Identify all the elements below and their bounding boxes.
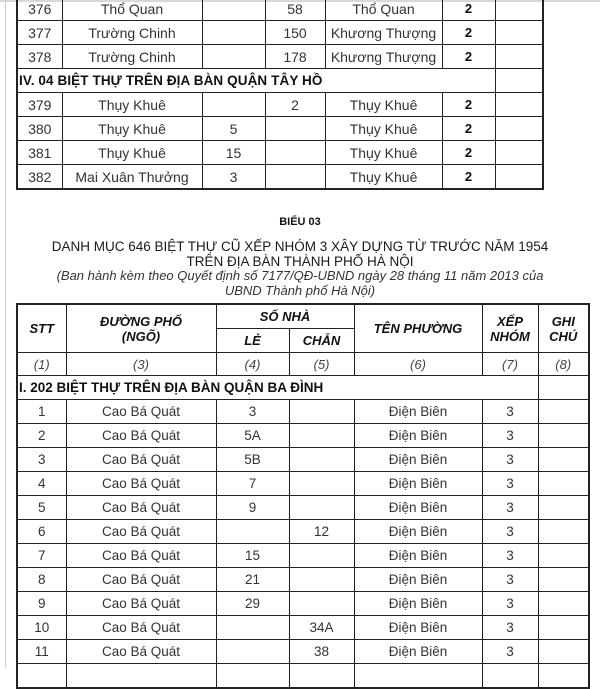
cell-duong-pho: Cao Bá Quát: [66, 616, 216, 640]
table-row: [17, 448, 589, 472]
cell-xep-nhom: 3: [482, 424, 538, 448]
cell-xep-nhom: 3: [482, 448, 538, 472]
header-le: LẺ: [216, 329, 289, 353]
form-number: BIỂU 03: [279, 216, 321, 228]
cell-chan: 38: [289, 640, 354, 664]
cell-stt: 382: [17, 165, 62, 190]
cell-ten-phuong: Thụy Khuê: [325, 117, 442, 141]
cell-xep-nhom: 2: [442, 21, 495, 45]
document-subtitle-line2: UBND Thành phố Hà Nội): [224, 283, 376, 298]
cell-duong-pho: Cao Bá Quát: [66, 544, 216, 568]
cell-le: [216, 520, 289, 544]
cell-ghi-chu: [538, 472, 589, 496]
cell-ten-phuong: Thụy Khuê: [325, 165, 442, 190]
cell-duong-pho: Mai Xuân Thưởng: [62, 165, 202, 190]
header-ten-phuong: TÊN PHƯỜNG: [354, 304, 482, 353]
header-duong-pho: [66, 304, 216, 353]
cell-ghi-chu: [495, 0, 543, 21]
cell-duong-pho: Cao Bá Quát: [66, 400, 216, 424]
table-row: [17, 472, 589, 496]
cell-stt: 380: [17, 117, 62, 141]
cell-xep-nhom: 2: [442, 0, 495, 21]
cell-duong-pho: Thụy Khuê: [62, 117, 202, 141]
header-ghi-chu-line1: GHI: [551, 313, 575, 329]
cell-le: 29: [216, 592, 289, 616]
cell-le: 5: [202, 117, 265, 141]
cell-duong-pho: Trường Chinh: [62, 21, 202, 45]
cell-chan: 150: [265, 21, 325, 45]
cell-chan: [289, 664, 354, 689]
section-row: [17, 376, 589, 400]
cell-ten-phuong: Điện Biên: [354, 448, 482, 472]
cell-xep-nhom: 3: [482, 496, 538, 520]
table-row: [17, 93, 543, 117]
cell-ten-phuong: Điện Biên: [354, 496, 482, 520]
cell-ten-phuong: [354, 664, 482, 689]
cell-le: 5A: [216, 424, 289, 448]
cell-duong-pho: Cao Bá Quát: [66, 472, 216, 496]
cell-chan: 2: [265, 93, 325, 117]
cell-chan: [265, 117, 325, 141]
cell-ghi-chu: [495, 165, 543, 190]
column-number: (6): [354, 353, 482, 376]
section-title: IV. 04 BIỆT THỰ TRÊN ĐỊA BÀN QUẬN TÂY HỒ: [17, 69, 442, 93]
header-xep-nhom: [482, 304, 538, 353]
cell-le: 15: [216, 544, 289, 568]
cell-ten-phuong: Thổ Quan: [325, 0, 442, 21]
cell-duong-pho: Cao Bá Quát: [66, 592, 216, 616]
cell-ten-phuong: Điện Biên: [354, 400, 482, 424]
table-row: [17, 21, 543, 45]
cell-ghi-chu: [538, 544, 589, 568]
cell-stt: 11: [17, 640, 66, 664]
empty-cell: [442, 69, 495, 93]
table-row: [17, 520, 589, 544]
empty-cell: [495, 69, 543, 93]
cell-duong-pho: Thụy Khuê: [62, 141, 202, 165]
cell-ghi-chu: [495, 117, 543, 141]
section-row: [17, 69, 543, 93]
cell-le: 7: [216, 472, 289, 496]
header-stt: STT: [17, 304, 66, 353]
cell-ten-phuong: Điện Biên: [354, 640, 482, 664]
villa-list-table: [16, 303, 590, 689]
table-row: [17, 0, 543, 21]
cell-stt: 2: [17, 424, 66, 448]
cell-duong-pho: Cao Bá Quát: [66, 568, 216, 592]
cell-chan: 34A: [289, 616, 354, 640]
cell-chan: [289, 592, 354, 616]
cell-le: 3: [216, 400, 289, 424]
cell-chan: [289, 424, 354, 448]
cell-ghi-chu: [495, 141, 543, 165]
cell-ghi-chu: [495, 93, 543, 117]
cell-stt: 377: [17, 21, 62, 45]
table-row: [17, 568, 589, 592]
cell-le: 5B: [216, 448, 289, 472]
cell-ghi-chu: [538, 520, 589, 544]
cell-ten-phuong: Điện Biên: [354, 592, 482, 616]
document-subtitle-line1: (Ban hành kèm theo Quyết định số 7177/QĐ-UBND ngày 28 tháng 11 năm 2013 của: [56, 268, 544, 283]
column-number: (4): [216, 353, 289, 376]
cell-le: [202, 0, 265, 21]
cell-le: [202, 93, 265, 117]
cell-chan: [265, 141, 325, 165]
table-row: [17, 165, 543, 190]
cell-ghi-chu: [538, 616, 589, 640]
cell-stt: 4: [17, 472, 66, 496]
cell-duong-pho: Thụy Khuê: [62, 93, 202, 117]
cell-le: [202, 21, 265, 45]
cell-le: [216, 640, 289, 664]
cell-le: 9: [216, 496, 289, 520]
header-ghi-chu-line2: CHÚ: [549, 328, 578, 344]
cell-xep-nhom: 3: [482, 520, 538, 544]
column-number: (1): [17, 353, 66, 376]
cell-chan: [289, 496, 354, 520]
cell-xep-nhom: 3: [482, 640, 538, 664]
column-number: (8): [538, 353, 589, 376]
cell-chan: 12: [289, 520, 354, 544]
header-duong-pho-line2: (NGÕ): [121, 328, 161, 344]
table-row: [17, 45, 543, 69]
cell-chan: [289, 400, 354, 424]
cell-duong-pho: [66, 664, 216, 689]
page-left-edge: [5, 0, 6, 668]
cell-duong-pho: Cao Bá Quát: [66, 520, 216, 544]
cell-chan: [289, 544, 354, 568]
cell-ghi-chu: [495, 45, 543, 69]
cell-stt: 6: [17, 520, 66, 544]
table-row: [17, 400, 589, 424]
cell-chan: 178: [265, 45, 325, 69]
cell-duong-pho: Cao Bá Quát: [66, 424, 216, 448]
cell-le: [216, 664, 289, 689]
header-xep-nhom-line1: XẾP: [496, 313, 523, 329]
column-number-row: [17, 353, 589, 376]
previous-section-table: [16, 0, 544, 190]
cell-xep-nhom: 3: [482, 472, 538, 496]
cell-ten-phuong: Khương Thượng: [325, 21, 442, 45]
cell-stt: 1: [17, 400, 66, 424]
header-xep-nhom-line2: NHÓM: [490, 328, 530, 344]
cell-ghi-chu: [538, 448, 589, 472]
cell-duong-pho: Cao Bá Quát: [66, 496, 216, 520]
cell-le: [202, 45, 265, 69]
cell-duong-pho: Trường Chinh: [62, 45, 202, 69]
cell-xep-nhom: 3: [482, 400, 538, 424]
cell-stt: 376: [17, 0, 62, 21]
cell-ten-phuong: Điện Biên: [354, 616, 482, 640]
table-row: [17, 141, 543, 165]
cell-xep-nhom: 2: [442, 165, 495, 190]
cell-ten-phuong: Thụy Khuê: [325, 93, 442, 117]
cell-stt: 379: [17, 93, 62, 117]
cell-xep-nhom: 2: [442, 93, 495, 117]
table-row: [17, 496, 589, 520]
section-title: I. 202 BIỆT THỰ TRÊN ĐỊA BÀN QUẬN BA ĐÌNH: [17, 376, 482, 400]
cell-ten-phuong: Khương Thượng: [325, 45, 442, 69]
cell-stt: 10: [17, 616, 66, 640]
cell-ghi-chu: [538, 400, 589, 424]
cell-chan: 58: [265, 0, 325, 21]
table-row: [17, 424, 589, 448]
table-row: [17, 592, 589, 616]
cell-le: 15: [202, 141, 265, 165]
cell-xep-nhom: 2: [442, 141, 495, 165]
header-ghi-chu: [538, 304, 589, 353]
cell-xep-nhom: [482, 664, 538, 689]
cell-duong-pho: Cao Bá Quát: [66, 640, 216, 664]
cell-duong-pho: Thổ Quan: [62, 0, 202, 21]
cell-ten-phuong: Điện Biên: [354, 472, 482, 496]
document-title-line1: DANH MỤC 646 BIỆT THỰ CŨ XẾP NHÓM 3 XÂY DỰNG TỪ TRƯỚC NĂM 1954: [51, 239, 549, 254]
cell-xep-nhom: 3: [482, 592, 538, 616]
cell-ghi-chu: [495, 21, 543, 45]
column-number: (5): [289, 353, 354, 376]
cell-xep-nhom: 3: [482, 568, 538, 592]
cell-xep-nhom: 3: [482, 544, 538, 568]
cell-stt: 5: [17, 496, 66, 520]
table-row: [17, 640, 589, 664]
cell-stt: 7: [17, 544, 66, 568]
header-row: [17, 304, 589, 329]
cell-xep-nhom: 2: [442, 117, 495, 141]
cell-ghi-chu: [538, 568, 589, 592]
cell-ten-phuong: Điện Biên: [354, 520, 482, 544]
cell-ghi-chu: [538, 664, 589, 689]
cell-ten-phuong: Điện Biên: [354, 568, 482, 592]
cell-le: 21: [216, 568, 289, 592]
cell-chan: [289, 472, 354, 496]
cell-stt: [17, 664, 66, 689]
cell-stt: 8: [17, 568, 66, 592]
cell-duong-pho: Cao Bá Quát: [66, 448, 216, 472]
table-row: [17, 117, 543, 141]
cell-chan: [289, 568, 354, 592]
cell-ten-phuong: Thụy Khuê: [325, 141, 442, 165]
cell-xep-nhom: 3: [482, 616, 538, 640]
cell-chan: [289, 448, 354, 472]
cell-chan: [265, 165, 325, 190]
header-chan: CHẴN: [289, 329, 354, 353]
cell-stt: 9: [17, 592, 66, 616]
cell-stt: 381: [17, 141, 62, 165]
cell-ghi-chu: [538, 592, 589, 616]
table-row: [17, 544, 589, 568]
header-duong-pho-line1: ĐƯỜNG PHỐ: [99, 313, 183, 329]
cell-ghi-chu: [538, 424, 589, 448]
header-so-nha: SỐ NHÀ: [216, 304, 354, 329]
cell-le: 3: [202, 165, 265, 190]
table-row: [17, 616, 589, 640]
document-title-line2: TRÊN ĐỊA BÀN THÀNH PHỐ HÀ NỘI: [186, 254, 414, 269]
table-row: [17, 664, 589, 689]
cell-ghi-chu: [538, 640, 589, 664]
cell-stt: 378: [17, 45, 62, 69]
column-number: (7): [482, 353, 538, 376]
cell-xep-nhom: 2: [442, 45, 495, 69]
column-number: (3): [66, 353, 216, 376]
cell-ten-phuong: Điện Biên: [354, 424, 482, 448]
cell-ghi-chu: [538, 496, 589, 520]
empty-cell: [538, 376, 589, 400]
cell-stt: 3: [17, 448, 66, 472]
cell-ten-phuong: Điện Biên: [354, 544, 482, 568]
empty-cell: [482, 376, 538, 400]
cell-le: [216, 616, 289, 640]
